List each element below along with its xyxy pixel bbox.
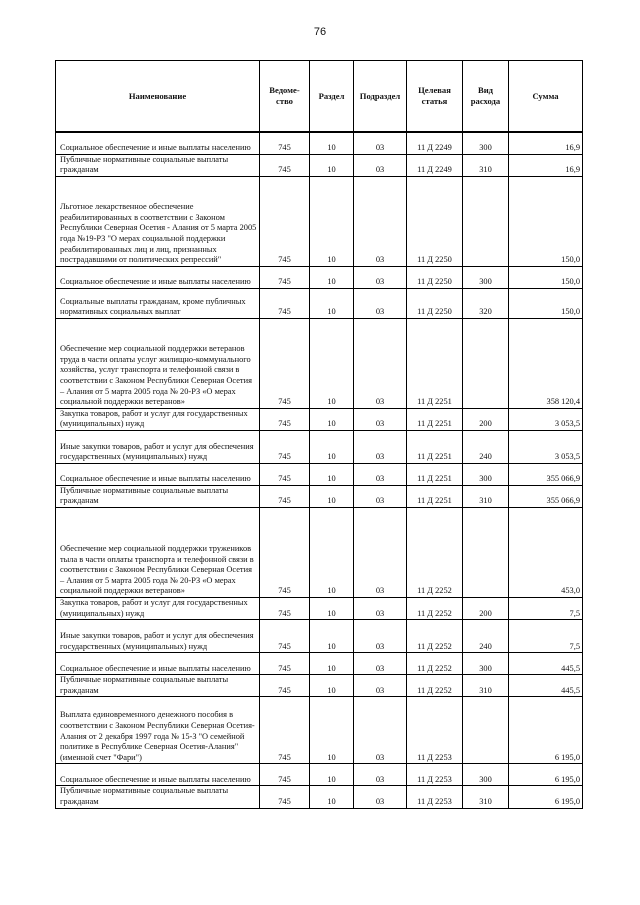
row-expense-type: 300 <box>463 132 509 154</box>
row-department: 745 <box>260 430 310 463</box>
row-section: 10 <box>310 598 354 620</box>
row-subsection: 03 <box>354 598 407 620</box>
row-department: 745 <box>260 620 310 653</box>
row-sum: 445,5 <box>509 653 583 675</box>
table-row <box>56 430 583 463</box>
table-row <box>56 598 583 620</box>
row-department: 745 <box>260 463 310 485</box>
row-name: Публичные нормативные социальные выплаты гражданам <box>56 154 260 176</box>
header-department-line-2: ство <box>276 96 293 106</box>
row-sum: 6 195,0 <box>509 764 583 786</box>
row-subsection: 03 <box>354 318 407 408</box>
row-sum: 6 195,0 <box>509 786 583 808</box>
table-row <box>56 408 583 430</box>
row-department: 745 <box>260 675 310 697</box>
header-section: Раздел <box>310 61 354 133</box>
row-expense-type: 200 <box>463 598 509 620</box>
row-name: Закупка товаров, работ и услуг для государственных (муниципальных) нужд <box>56 408 260 430</box>
row-target-article: 11 Д 2253 <box>407 786 463 808</box>
table-row <box>56 266 583 288</box>
row-sum: 16,9 <box>509 132 583 154</box>
row-subsection: 03 <box>354 430 407 463</box>
row-name: Выплата единовременного денежного пособия в соответствии с Законом Республики Северная Осетия-Алания от 2 декабря 1997 года № 15-З "О семейной политике в Республике Северная Осетия-Алания" (именной счет "Фари") <box>56 697 260 764</box>
row-expense-type: 240 <box>463 430 509 463</box>
row-section: 10 <box>310 288 354 318</box>
row-sum: 6 195,0 <box>509 697 583 764</box>
row-subsection: 03 <box>354 463 407 485</box>
header-article-line-2: статья <box>421 96 448 106</box>
row-target-article: 11 Д 2251 <box>407 430 463 463</box>
budget-table <box>55 60 583 809</box>
row-subsection: 03 <box>354 653 407 675</box>
table-row <box>56 697 583 764</box>
table-row <box>56 485 583 507</box>
row-department: 745 <box>260 132 310 154</box>
row-section: 10 <box>310 675 354 697</box>
row-department: 745 <box>260 653 310 675</box>
row-target-article: 11 Д 2249 <box>407 154 463 176</box>
row-expense-type <box>463 697 509 764</box>
row-section: 10 <box>310 430 354 463</box>
row-department: 745 <box>260 318 310 408</box>
row-target-article: 11 Д 2252 <box>407 620 463 653</box>
row-target-article: 11 Д 2252 <box>407 675 463 697</box>
row-subsection: 03 <box>354 176 407 266</box>
row-expense-type: 240 <box>463 620 509 653</box>
header-expense-type <box>463 61 509 133</box>
row-subsection: 03 <box>354 266 407 288</box>
row-name: Закупка товаров, работ и услуг для государственных (муниципальных) нужд <box>56 598 260 620</box>
row-target-article: 11 Д 2249 <box>407 132 463 154</box>
row-name: Социальное обеспечение и иные выплаты населению <box>56 132 260 154</box>
row-name: Обеспечение мер социальной поддержки ветеранов труда в части оплаты услуг жилищно-коммунального хозяйства, услуг транспорта и телефонной связи в соответствии с Законом Республики Северная Осетия – Алания от 5 марта 2005 года № 20-РЗ «О мерах социальной поддержки ветеранов» <box>56 318 260 408</box>
row-expense-type: 310 <box>463 154 509 176</box>
table-row <box>56 508 583 598</box>
row-expense-type: 310 <box>463 786 509 808</box>
row-target-article: 11 Д 2251 <box>407 485 463 507</box>
row-sum: 7,5 <box>509 620 583 653</box>
row-department: 745 <box>260 598 310 620</box>
row-section: 10 <box>310 764 354 786</box>
row-sum: 150,0 <box>509 176 583 266</box>
row-department: 745 <box>260 176 310 266</box>
row-section: 10 <box>310 653 354 675</box>
row-target-article: 11 Д 2251 <box>407 318 463 408</box>
row-sum: 3 053,5 <box>509 408 583 430</box>
row-name: Публичные нормативные социальные выплаты гражданам <box>56 786 260 808</box>
row-department: 745 <box>260 485 310 507</box>
header-type-line-2: расхода <box>470 96 501 106</box>
row-department: 745 <box>260 786 310 808</box>
row-sum: 150,0 <box>509 288 583 318</box>
row-expense-type: 320 <box>463 288 509 318</box>
table-row <box>56 463 583 485</box>
row-sum: 16,9 <box>509 154 583 176</box>
row-name: Обеспечение мер социальной поддержки тружеников тыла в части оплаты транспорта и телефонной связи в соответствии с Законом Республики Северная Осетия – Алания от 5 марта 2005 года № 20-РЗ «О мерах социальной поддержки ветеранов» <box>56 508 260 598</box>
table-row <box>56 132 583 154</box>
header-type-line-1: Вид <box>477 85 494 95</box>
row-name: Социальное обеспечение и иные выплаты населению <box>56 266 260 288</box>
row-section: 10 <box>310 176 354 266</box>
page-number: 76 <box>313 26 327 38</box>
row-expense-type: 300 <box>463 266 509 288</box>
row-subsection: 03 <box>354 697 407 764</box>
row-expense-type: 310 <box>463 485 509 507</box>
row-name: Публичные нормативные социальные выплаты гражданам <box>56 485 260 507</box>
row-subsection: 03 <box>354 620 407 653</box>
row-target-article: 11 Д 2253 <box>407 764 463 786</box>
row-subsection: 03 <box>354 508 407 598</box>
row-name: Иные закупки товаров, работ и услуг для обеспечения государственных (муниципальных) нужд <box>56 430 260 463</box>
row-name: Социальное обеспечение и иные выплаты населению <box>56 463 260 485</box>
row-section: 10 <box>310 154 354 176</box>
row-target-article: 11 Д 2252 <box>407 508 463 598</box>
row-subsection: 03 <box>354 288 407 318</box>
table-header-row <box>56 61 583 133</box>
row-target-article: 11 Д 2252 <box>407 598 463 620</box>
row-target-article: 11 Д 2250 <box>407 266 463 288</box>
row-sum: 3 053,5 <box>509 430 583 463</box>
row-section: 10 <box>310 786 354 808</box>
table-row <box>56 653 583 675</box>
row-sum: 445,5 <box>509 675 583 697</box>
row-expense-type <box>463 318 509 408</box>
table-row <box>56 288 583 318</box>
header-subsection: Подраздел <box>354 61 407 133</box>
table-row <box>56 176 583 266</box>
row-name: Социальное обеспечение и иные выплаты населению <box>56 653 260 675</box>
row-name: Публичные нормативные социальные выплаты гражданам <box>56 675 260 697</box>
row-section: 10 <box>310 266 354 288</box>
header-sum: Сумма <box>509 61 583 133</box>
row-subsection: 03 <box>354 132 407 154</box>
table-row <box>56 154 583 176</box>
row-target-article: 11 Д 2251 <box>407 463 463 485</box>
row-section: 10 <box>310 508 354 598</box>
table-row <box>56 318 583 408</box>
row-subsection: 03 <box>354 408 407 430</box>
row-section: 10 <box>310 697 354 764</box>
row-subsection: 03 <box>354 764 407 786</box>
table-row <box>56 764 583 786</box>
table-row <box>56 620 583 653</box>
row-subsection: 03 <box>354 786 407 808</box>
row-expense-type: 310 <box>463 675 509 697</box>
row-name: Иные закупки товаров, работ и услуг для обеспечения государственных (муниципальных) нужд <box>56 620 260 653</box>
row-name: Льготное лекарственное обеспечение реабилитированных в соответствии с Законом Республики Северная Осетия - Алания от 5 марта 2005 года №19-РЗ "О мерах социальной поддержки реабилитированных лиц и лиц, признанных пострадавшими от политических репрессий" <box>56 176 260 266</box>
row-department: 745 <box>260 154 310 176</box>
row-section: 10 <box>310 408 354 430</box>
row-target-article: 11 Д 2252 <box>407 653 463 675</box>
row-expense-type: 300 <box>463 463 509 485</box>
row-sum: 358 120,4 <box>509 318 583 408</box>
row-sum: 150,0 <box>509 266 583 288</box>
row-department: 745 <box>260 266 310 288</box>
row-sum: 453,0 <box>509 508 583 598</box>
row-name: Социальные выплаты гражданам, кроме публичных нормативных социальных выплат <box>56 288 260 318</box>
table-row <box>56 786 583 808</box>
row-name: Социальное обеспечение и иные выплаты населению <box>56 764 260 786</box>
row-department: 745 <box>260 764 310 786</box>
row-section: 10 <box>310 620 354 653</box>
row-expense-type <box>463 508 509 598</box>
header-name: Наименование <box>56 61 260 133</box>
row-sum: 7,5 <box>509 598 583 620</box>
table-row <box>56 675 583 697</box>
row-expense-type <box>463 176 509 266</box>
row-subsection: 03 <box>354 485 407 507</box>
header-department <box>260 61 310 133</box>
row-target-article: 11 Д 2250 <box>407 176 463 266</box>
row-section: 10 <box>310 463 354 485</box>
row-expense-type: 300 <box>463 653 509 675</box>
row-target-article: 11 Д 2251 <box>407 408 463 430</box>
row-target-article: 11 Д 2253 <box>407 697 463 764</box>
row-target-article: 11 Д 2250 <box>407 288 463 318</box>
row-department: 745 <box>260 288 310 318</box>
header-department-line-1: Ведоме- <box>269 85 300 95</box>
row-department: 745 <box>260 697 310 764</box>
row-expense-type: 200 <box>463 408 509 430</box>
row-sum: 355 066,9 <box>509 463 583 485</box>
row-department: 745 <box>260 408 310 430</box>
row-department: 745 <box>260 508 310 598</box>
row-sum: 355 066,9 <box>509 485 583 507</box>
row-section: 10 <box>310 132 354 154</box>
row-section: 10 <box>310 485 354 507</box>
row-section: 10 <box>310 318 354 408</box>
row-expense-type: 300 <box>463 764 509 786</box>
header-target-article <box>407 61 463 133</box>
header-article-line-1: Целевая <box>418 85 451 95</box>
row-subsection: 03 <box>354 154 407 176</box>
row-subsection: 03 <box>354 675 407 697</box>
